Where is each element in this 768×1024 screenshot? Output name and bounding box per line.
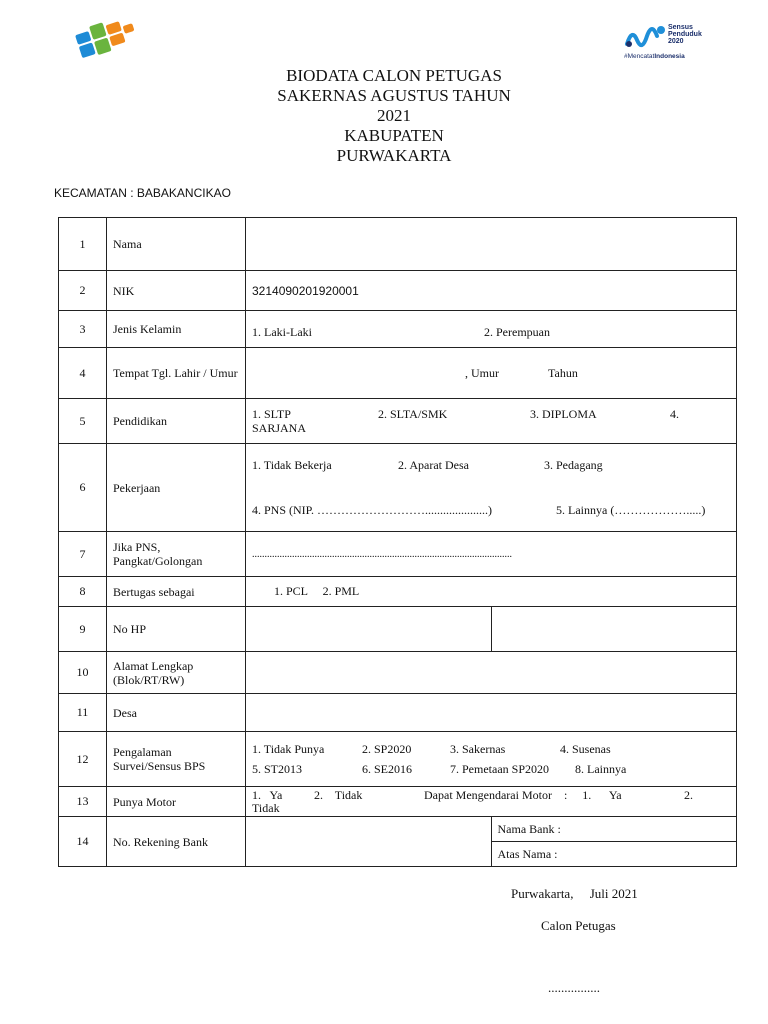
doc-subtitle-region: PURWAKARTA xyxy=(336,146,452,165)
row-label: NIK xyxy=(107,271,246,311)
sensus-wave-icon xyxy=(624,22,666,52)
row-number: 3 xyxy=(59,311,107,348)
tahun-label: Tahun xyxy=(548,365,578,380)
phone-field-2[interactable] xyxy=(491,607,737,652)
option-se2016[interactable]: 6. SE2016 xyxy=(362,762,413,776)
row-number: 4 xyxy=(59,348,107,399)
row-number: 14 xyxy=(59,817,107,867)
option-aparat-desa[interactable]: 2. Aparat Desa xyxy=(398,457,469,472)
motor-options[interactable] xyxy=(246,787,737,817)
row-number: 13 xyxy=(59,787,107,817)
table-row xyxy=(59,532,737,577)
table-row xyxy=(59,607,737,652)
row-label: No. Rekening Bank xyxy=(107,817,246,867)
nik-field[interactable]: 3214090201920001 xyxy=(246,271,737,311)
row-label: Tempat Tgl. Lahir / Umur xyxy=(107,348,246,399)
doc-subtitle-year: 2021 xyxy=(377,106,411,125)
row-number: 8 xyxy=(59,577,107,607)
row-number: 1 xyxy=(59,218,107,271)
occupation-options[interactable] xyxy=(246,444,737,532)
option-lainnya[interactable]: 5. Lainnya (……………….....) xyxy=(556,502,706,517)
gender-options[interactable] xyxy=(246,311,737,348)
doc-subtitle-survey: SAKERNAS AGUSTUS TAHUN xyxy=(277,86,511,105)
phone-field[interactable] xyxy=(246,607,492,652)
option-pns[interactable]: 4. PNS (NIP. ……………………….....................) xyxy=(252,502,493,517)
option-susenas[interactable]: 4. Susenas xyxy=(560,742,611,756)
option-male[interactable]: 1. Laki-Laki xyxy=(252,324,312,339)
row-label: Bertugas sebagai xyxy=(107,577,246,607)
table-row xyxy=(59,577,737,607)
row-label: Pendidikan xyxy=(107,399,246,444)
row-number: 7 xyxy=(59,532,107,577)
option-slta[interactable]: 2. SLTA/SMK xyxy=(378,407,448,421)
address-field[interactable] xyxy=(246,652,737,694)
bank-name-field[interactable]: Nama Bank : xyxy=(491,817,737,842)
option-tidak-punya[interactable]: 1. Tidak Punya xyxy=(252,742,325,756)
row-number: 11 xyxy=(59,694,107,732)
education-options[interactable] xyxy=(246,399,737,444)
option-pedagang[interactable]: 3. Pedagang xyxy=(544,457,603,472)
row-number: 12 xyxy=(59,732,107,787)
option-tidak-bekerja[interactable]: 1. Tidak Bekerja xyxy=(252,457,332,472)
option-pemetaan[interactable]: 7. Pemetaan SP2020 xyxy=(450,762,549,776)
drive-option-2[interactable]: 2. xyxy=(684,787,693,802)
sensus-hashtag: #MencatatIndonesia xyxy=(624,53,685,60)
option-sltp[interactable]: 1. SLTP xyxy=(252,407,291,421)
row-label: Punya Motor xyxy=(107,787,246,817)
doc-subtitle-kabupaten: KABUPATEN xyxy=(344,126,444,145)
table-row xyxy=(59,271,737,311)
option-sarjana[interactable]: SARJANA xyxy=(252,421,307,435)
row-label: Jenis Kelamin xyxy=(107,311,246,348)
table-row xyxy=(59,817,737,842)
option-st2013[interactable]: 5. ST2013 xyxy=(252,762,303,776)
row-number: 5 xyxy=(59,399,107,444)
row-number: 6 xyxy=(59,444,107,532)
option-number-4[interactable]: 4. xyxy=(670,407,679,421)
table-row xyxy=(59,732,737,787)
option-lainnya-survey[interactable]: 8. Lainnya xyxy=(575,762,627,776)
table-row xyxy=(59,311,737,348)
table-row xyxy=(59,787,737,817)
biodata-table xyxy=(58,217,737,867)
doc-title: BIODATA CALON PETUGAS xyxy=(286,66,502,85)
sensus-penduduk-logo xyxy=(624,22,714,64)
table-row xyxy=(59,399,737,444)
drive-option-tidak[interactable]: Tidak xyxy=(252,800,280,815)
row-label: Jika PNS, Pangkat/Golongan xyxy=(107,532,246,577)
pangkat-field[interactable]: ........................................................................................................ xyxy=(246,532,737,577)
row-label: Pekerjaan xyxy=(107,444,246,532)
table-row xyxy=(59,694,737,732)
row-number: 2 xyxy=(59,271,107,311)
option-female[interactable]: 2. Perempuan xyxy=(484,324,550,339)
signer-role: Calon Petugas xyxy=(541,918,616,933)
row-number: 9 xyxy=(59,607,107,652)
table-row xyxy=(59,652,737,694)
place-date: Purwakarta, Juli 2021 xyxy=(511,886,638,901)
account-holder-field[interactable]: Atas Nama : xyxy=(491,842,737,867)
bank-account-field[interactable] xyxy=(246,817,492,867)
option-diploma[interactable]: 3. DIPLOMA xyxy=(530,407,597,421)
option-sakernas[interactable]: 3. Sakernas xyxy=(450,742,506,756)
row-number: 10 xyxy=(59,652,107,694)
kecamatan-line: KECAMATAN : BABAKANCIKAO xyxy=(54,186,231,200)
option-motor-ya[interactable]: 1. Ya xyxy=(252,787,283,802)
umur-label: , Umur xyxy=(465,365,499,380)
desa-field[interactable] xyxy=(246,694,737,732)
row-label: Nama xyxy=(107,218,246,271)
option-sp2020[interactable]: 2. SP2020 xyxy=(362,742,412,756)
bps-logo-icon xyxy=(70,18,142,62)
nama-field[interactable] xyxy=(246,218,737,271)
role-options[interactable]: 1. PCL 2. PML xyxy=(246,577,737,607)
row-label: No HP xyxy=(107,607,246,652)
drive-question[interactable]: Dapat Mengendarai Motor : 1. Ya xyxy=(424,787,622,802)
experience-options[interactable] xyxy=(246,732,737,787)
row-label: Pengalaman Survei/Sensus BPS xyxy=(107,732,246,787)
row-label: Desa xyxy=(107,694,246,732)
table-row xyxy=(59,348,737,399)
signature-line: ................ xyxy=(548,980,600,995)
sensus-penduduk-text: Sensus Penduduk 2020 xyxy=(668,24,702,45)
birth-field[interactable] xyxy=(246,348,737,399)
table-row xyxy=(59,218,737,271)
option-motor-tidak[interactable]: 2. Tidak xyxy=(314,787,363,802)
table-row xyxy=(59,444,737,532)
row-label: Alamat Lengkap (Blok/RT/RW) xyxy=(107,652,246,694)
